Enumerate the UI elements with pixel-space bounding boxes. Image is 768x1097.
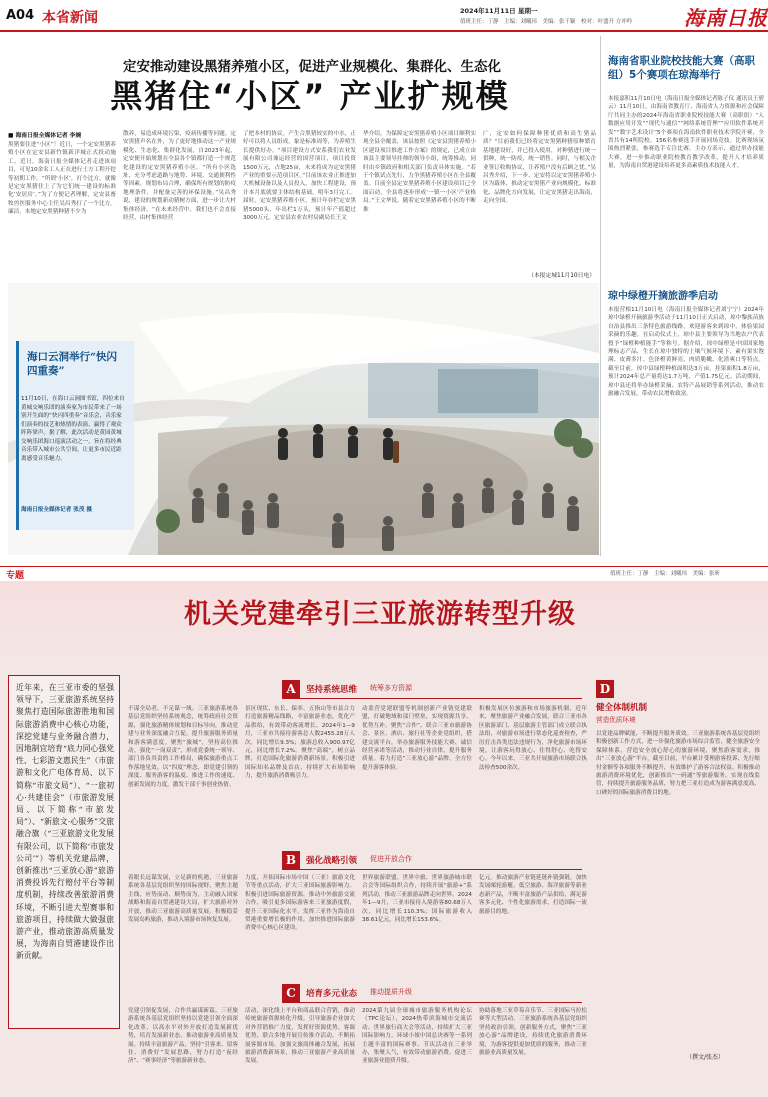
subsection-b-underline — [282, 869, 582, 870]
right-article-2-title: 琼中绿橙开摘旅游季启动 — [608, 291, 718, 302]
subsection-c-underline — [282, 1002, 582, 1003]
subsection-b-col-2: 力度，开拓国际市场中国（三亚）旅游文化节等重点活动，扩大三亚国际旅游影响力。积极引进国际旅游资源，推动中外旅游交流合作，吸引更多国际游客来三亚旅游度假，提升三亚国际化水平。发挥三亚作为海南自贸港重要增长极的作用，加快推进国际旅游消费中心核心区建设。 — [245, 875, 355, 932]
subsection-a-underline — [282, 698, 582, 699]
lead-column-3: 了把本村的协议。产生合黑猪较实的中水，正好可以将人员组成，象是标准周等，为养殖生长提供好办。“项目建设方式安系我们农业发展有限公司兼运经营的国营项目，项目投资1500万元，占地25亩，未来将成为定安黑猪产业的重要示范项目区。”目前该农业正推进加大机械设备以及人员投入，加快工程建设，预计本月底就要主体结构基础，明年3月完工。届时，定安黑猪养殖小区，预计年存栏定安黑猪5000头，年出栏1万头，预计年产值超过3000万元。定安县农业农村局副局长王文 — [243, 131, 356, 222]
subsection-c-col-4: 协助落地三亚草莓音乐节、三亚国际马拉松赛等大型活动。三亚旅游系统各基层党组织坚持政治引领，创新服务方式，聚焦“三亚放心游”品牌建设，持续优化旅游消费环境，为游客提供更加优质的服务，推动三亚旅游业高质量发展。 — [479, 1008, 587, 1057]
subsection-a-col-1: 不谋全局者，不足谋一域。三亚旅游系统各基层党组织坚持系统观念，统筹政府社会资源，强化旅游精体规划和目标导向，推动党建与业务深度融合互促，提升旅游服务质量和游客满意度。聚焦“旅城”，坚持高位推动。强化“一岗双责”，形成党委统一领导、部门各负其责的工作格局，确保旅游重点工作落地见效。以“四度”理念，即党建引领的深度、服务游客的温度、推进工作的速度、创新发展的力度，激发干部干事创业热情。 — [128, 706, 238, 788]
newspaper-logo: 海南日报 — [684, 6, 768, 30]
subsection-c-title: 培育多元业态 — [306, 989, 358, 999]
subsection-d-subtitle: 营造优质环境 — [596, 716, 636, 724]
subsection-d-body: 以党建品牌赋能，不断提升服务质效。三亚旅游系统各基层党组织积极创新工作方式，进一步强化旅游市场综合监管，健全旅游安全保障体系，营造安全放心舒心的旅游环境，聚焦游客需求，推出“三亚放心游”平台，截至目前，平台累计受理游客投诉、先行赔付金额等各项服务不断提升，有效维护了游客合法权益。积极推动旅游消费环境优化，创新推出“一码通”等旅游服务，实现在线监管，持续提升旅游服务品质，努力把三亚打造成为游客满意度高、口碑好的国际旅游消费目的地。 — [596, 731, 760, 796]
section-name: 本省新闻 — [42, 10, 98, 26]
subsection-d-letter: D — [596, 680, 614, 698]
subsection-c-subtitle: 推动提质升级 — [370, 988, 412, 996]
subsection-c-col-1: 党建引领促发展，合作共赢谋新篇。三亚旅游系统各基层党组织坚持以党建引领全面深化改革，以高水平对外开放打造发展新优势，培育发展新业态，推动旅游业高质量发展。持续丰富旅游产品，坚持“引客来、留客住、消费好”发展思路，努力打造“夜经济”、“赛事经济”等旅游新业态。 — [128, 1008, 238, 1065]
masthead-rule — [0, 30, 768, 32]
section-editors: 值班主任：丁静 主编：刘曦玮 美编：张昕 — [610, 571, 721, 577]
subsection-a-subtitle: 统筹多方资源 — [370, 684, 412, 692]
right-article-2-body: 本报营根11月10日电（海南日报全媒体记者刘宁宁）2024年琼中绿橙开摘旅游季活动于11月10日正式启动，琼中黎族苗族自治县推出三条特色旅游线路，欢迎游客来到琼中，体验果园采摘的乐趣。在启动仪式上，琼中县主要领导为当地农户代表授予“绿橙种植能手”等称号。据介绍，琼中绿橙是中国国家地理标志产品，生长在琼中独特的土壤气候环境下，素有果实饱满、皮薄多汁、色泽橙黄鲜亮、肉质脆嫩、化渣爽口等特点。截至目前，琼中县绿橙种植面积达3万亩，挂果面积1.8万亩，预计2024年总产量将达1.7万吨，产值1.75亿元。活动期间，琼中县还将举办绿橙采摘、农特产品展销等系列活动，推动农旅融合发展，带动农民增收致富。 — [608, 307, 764, 398]
section-rule — [0, 566, 768, 567]
lead-column-5: 广，定安如何保障种猪优质和高生猪品质？“目前我们已经将定安黑猪种猪原种繁育基地建设好，并已投入使用，对种猪进行统一供种，统一防疫，统一销售。同时，与相关企业签订收购协议，让养殖户没有后顾之忧。”吴昌秀介绍，下一步，定安将以定安黑猪养殖小区为载体，推动定安黑猪产业向规模化、标准化、品牌化方向发展，让定安黑猪走出海南，走向全国。 — [483, 131, 596, 205]
editors-line: 值班主任：丁静 主编：刘曦玮 美编：张千颖 校对：叶盛升 方冲吟 — [460, 19, 633, 25]
subsection-d-title: 健全体制机制 — [596, 703, 648, 713]
subsection-c-col-3: 2024第九届全球城市旅游服务机构论坛（TPC论坛），2024热带滨海城市交流活动、世界旅行商大会等活动，持续扩大三亚国际影响力。环球小姐中国总决赛等一系列主题丰富的国际赛事、节庆活动在三亚举办，集聚人气，有效带动旅游消费，促进三亚旅游业提质升级。 — [362, 1008, 472, 1065]
subsection-d-end-tag: （撰文/张杰） — [686, 1054, 725, 1061]
subsection-b-col-4: 亿元。推动旅游产业链延链补链强链，加快发展邮轮游艇、低空旅游、海洋旅游等新业态新产品，不断丰富旅游产品供给，满足游客多元化、个性化旅游需求，打造国际一流旅游目的地。 — [479, 875, 587, 915]
lead-byline: ■ 海南日报全媒体记者 李婉 — [8, 133, 82, 139]
subsection-a-col-3: 动蓝营党建联盟等机制创新产业链党建联盟，打破地域和部门壁垒，实现资源共享、优势互补。聚焦“合作”，联合三亚市旅游协会、景区、酒店、旅行社等企业党组织，搭建交流平台，举办旅游服务技能大赛、诚信经营承诺等活动，推动行业自律，提升服务质量。着力打造“三亚放心游”品牌，全方位提升游客体验。 — [362, 706, 472, 771]
lead-column-1: 黑猪要住进“小区”！近日，一个定安黑猪养殖小区在定安县新竹镇新洋城正式投动施工。近日，海南日报全媒体记者走进该项目，可见10余名工人正在进行土方工程开挖等初期工作。“所谓‘小区’，打个比方，就像是定安黑猪住上了为它们统一建设的标准化‘安居房’。”为了方便记者理解，定安县畜牧兽医服务中心主任吴昌秀打了一个比方。廉洁，本地定安黑猪种猪不少为 — [8, 142, 116, 216]
subsection-a-title: 坚持系统思维 — [306, 685, 358, 695]
page-number: A04 — [6, 8, 35, 23]
section-lead-text: 近年来，在三亚市委的坚强领导下，三亚旅游系统坚持聚焦打造国际旅游胜地和国际旅游消费中心核心功能，深挖党建与业务融合潜力，因地制宜培育“底力同心强党性、七彩游文惠民生”（市旅游和文化广电体育局、以下简称“市旅文局”）、“一旅初心·共建佳会”（市旅游发展局、以下简称“市旅发局”）、“新旅文·心服务”交旅融合旗（“三亚旅游文化发展有限公司，以下简称‘市旅发公司’”）等机关党建品牌，创新推出“三亚放心游”旅游消费投诉先行赔付平台等制度机制，持续改善旅游消费环境，不断引进大型赛事和旅游项目，持续做大做强旅游产业，推动旅游高质量发展，为海南自贸港建设作出新贡献。 — [16, 683, 114, 961]
subsection-b-subtitle: 促进开放合作 — [370, 855, 412, 863]
section-title: 机关党建牵引三亚旅游转型升级 — [184, 599, 576, 630]
photo-title: 海口云洞举行“快闪四重奏” — [27, 351, 118, 377]
subsection-a-col-2: 景区现状、东长、保率、五指山等市县合力打造旅游精品线路，丰富旅游业态，优化产品供给，有效带动客流增长。2024年1—9月，三亚市共接待游客总人数2455.28万人次，同比增长9.3%；旅游总收入900.97亿元，同比增长7.2%。聚焦“高端”，树立品牌，打造国际化旅游消费新场景，积极引进国际知名品牌及首店，持续扩大市场影响力，提升旅游消费吸引力。 — [245, 706, 355, 780]
right-article-1-body: 本报嘉积11月10日电（海南日报全媒体记者陈子仪 通讯员王碧云）11月10日，由海南省教育厅、海南省人力资源和社会保障厅共同主办的2024年海南省职业院校技能大赛（高职组）“人数据应用开发”“现代与通信”“网络系统管理”“应用软件系统开发”“数字艺术设计”5个赛项在海南软件职业技术学院开赛，全省共有14所院校、156名参赛选手开展同场竞技。比赛现场氛围热烈紧张，参赛选手专注比赛，主办方表示，通过举办技能大赛，进一步推动职业院校教育教学改革，提升人才培养质量，为海南自贸港建设培养更多高素质技术技能人才。 — [608, 96, 764, 170]
subsection-b-col-1: 着眼长远谋发展，立足新的机遇，三亚旅游系统各基层党组织坚持国际视野，聚焦主题主线，应势而动、顺势而为，主动融入国家战略和海南自贸港建设大局，扩大旅游对外开放，推动三亚旅游高质量发展。积极稳妥发展岛屿旅游，推动入境游市场恢复发展。 — [128, 875, 238, 924]
subsection-b-col-3: 世界旅游联盟、世界中旅、世界旅游城市联合会等国际组织合作，持续开展“旅游+”系列活动，推动三亚旅游品牌走向世界。2024年1—9月，三亚市接待入境游客80.68万人次，同比增长110.3%；国际旅游收入38.61亿元，同比增长153.6%。 — [362, 875, 472, 924]
subsection-c-col-2: 活动，深化线上平台和商品联合营销，推动传统旅游资源转化升级。引导旅游企业加大对外营销推广力度，发挥好资源优势、客源优势，联合多地开展宣传推介活动，不断拓展客源市场，加强文旅商体融合发展，拓展旅游消费新场景，推动三亚旅游产业高质量发展。 — [245, 1008, 355, 1065]
section-label: 专题 — [6, 571, 25, 581]
lead-column-2: 散养，易造成环境污染，疫病传播等问题。定安黑猪声名在外，为了更好地推动这一产业规模化、生态化、集群化发展，自2023年起，定安便开始规划在全县各个镇都打造一个规范化建设的定安黑猪养殖小区。“所有小区选址，充分考虑道路与地势、环境、交通便利性等因素，规划布局合理，确保所有规划的防疫地理条件，并配备完善的环保设施。”吴昌秀说，建设的规划新动猪树方面，进一步让大村集体经济。“在未来经营中，我们也不会直接经营，由村集体经营 — [123, 131, 236, 222]
lead-subtitle: 定安推动建设黑猪养殖小区，促进产业规模化、集群化、生态化 — [123, 59, 501, 75]
column-divider — [600, 36, 601, 556]
date-line: 2024年11月11日 星期一 — [460, 7, 538, 15]
lead-title: 黑猪住“小区” 产业扩规模 — [110, 77, 510, 115]
lead-column-4: 华介绍，为保障定安黑猪养殖小区项目顺利实现全县全覆盖，该县按照《定安县黑猪养殖小区建设项目推进工作方案》的规定，已成立由该县主要领导挂帅的领导小组，统筹推动，同时由乡镇政府和相关部门负责具体实施。“若干个镇试点先行，力争黑猪养殖小区在全县覆盖。目前全县定安黑猪养殖小区建设项目已全面启动，全县将逐步形成‘一镇一小区’产业格局。”王文华说。随着定安黑猪养殖小区的不断推 — [363, 131, 476, 213]
photo-credit: 海南日报全媒体记者 张茂 摄 — [21, 507, 93, 513]
subsection-a-col-4: 积极发展区位旅游和市场旅游机制，近年来，聚焦旅游产业融合发展，联合三亚市各区旅游部门、基层旅游主管部门成立联合执法组，对旅游市场进行常态化巡查检查，严厉打击各类违法违规行为，净化旅游市场环境，让游客玩得放心、住得舒心、吃得安心。今年以来，三亚共开展旅游市场联合执法检查500余次。 — [479, 706, 587, 771]
subsection-a-letter: A — [282, 680, 300, 698]
photo-caption: 11月10日，在海口云洞图书馆，四位来自黄城交响乐团的演奏家为市民带来了一场别开生面的“快闪四重奏”音乐会，音乐家们演奏的技艺和热情的表演，赢得了观众阵阵掌声。据了解，此次活动是黄园黄城交响乐团海口巡演活动之一，旨在将经典音乐带入城市公共空间，让更多市民近距离感受音乐魅力。 — [21, 396, 125, 462]
lead-end-tag: （本报定城11月10日电） — [528, 273, 595, 279]
right-article-1-title: 海南省职业院校技能大赛（高职组）5个赛项在琼海举行 — [608, 55, 755, 81]
subsection-c-letter: C — [282, 984, 300, 1002]
subsection-b-letter: B — [282, 851, 300, 869]
subsection-b-title: 强化战略引领 — [306, 856, 358, 866]
